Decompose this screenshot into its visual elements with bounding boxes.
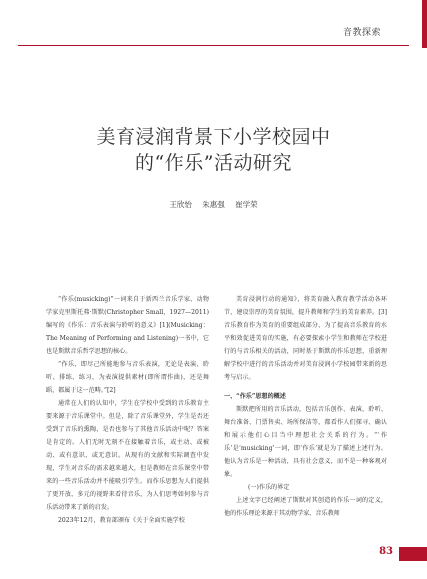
paragraph: “作乐，即尽己所能地参与音乐表演，无论是表演、聆听、排练、练习，为表演提供素材(即所谓作曲)，还是舞蹈，都属于这一范畴。”[2] bbox=[46, 361, 209, 394]
paragraph: 2023年12月，教育部颁布《关于全面实施学校 bbox=[58, 517, 185, 524]
section-heading: 一、“作乐”思想的概述 bbox=[224, 393, 286, 400]
subsection-heading: (一)作乐的界定 bbox=[248, 484, 290, 491]
header-accent-tab bbox=[422, 0, 427, 48]
section-label: 音教探索 bbox=[342, 28, 381, 38]
paragraph: “作乐(musicking)”一词来自于新西兰音乐学家、动物学家克里斯托弗·斯默(Christopher Small，1927—2011)编写的《作乐：音乐表演与聆听的意义》[1](Musicking：The Meaning of Performing and Listening)一书中，它也是斯默音乐哲学思想的核心。 bbox=[46, 296, 209, 355]
left-column bbox=[46, 293, 209, 527]
paragraph: 通常在人们的认知中，学生在学校中受到的音乐教育主要来源于音乐课堂中。但是，除了音乐课堂外，学生是否还受到了音乐的熏陶，是否也参与了其他音乐活动中呢？答案是肯定的。人们无时无刻不在接触着音乐，或主动、或被动、或有意识、或无意识。从现有的文献和实际调查中发现，学生对音乐的需求越来越大，但是教师在音乐课堂中带来的一些音乐活动并不能吸引学生。而作乐思想为人们提供了更开放、多元的视野来看待音乐，为人们思考如何参与音乐活动带来了新的启发。 bbox=[46, 400, 209, 511]
article-title-line-1: 美育浸润背景下小学校园中 bbox=[96, 126, 331, 148]
paragraph: 上述文字已经阐述了斯默对其创造的作乐一词的定义，他的作乐理论来源于其动物学家、音乐教师 bbox=[224, 497, 387, 517]
paragraph: 斯默把所用的音乐活动，包括音乐创作、表演、聆听、舞台准备、门票售卖、场所保洁等，都看作人们探寻、确认和展示他们心目当中理想社会关系的行为。“‘作乐’是‘musicking’一词，即‘作乐’就是为了描述上述行为。他认为音乐是一种活动，具有社会意义，而不是一种客观对象。 bbox=[224, 406, 387, 478]
right-column bbox=[224, 293, 387, 520]
page-header bbox=[0, 0, 427, 46]
article-title-line-2: 的“作乐”活动研究 bbox=[135, 152, 292, 174]
page-number: 83 bbox=[379, 546, 393, 557]
page-number-accent-bar bbox=[399, 547, 427, 561]
header-rule bbox=[18, 45, 409, 46]
paragraph: 美育浸润行动的通知》，将美育融入教育教学活动各环节，建设崇厚的美育氛围，提升教师和学生的美育素养。[3]音乐教育作为美育的重要组成部分，为了提高音乐教育的水平和效促进美育的实施，有必要探索小学生和教师在学校进行的与音乐相关的活动，同时基于斯默的作乐思想，重新理解学校中进行的音乐活动并对美育浸润小学校园带来新的思考与启示。 bbox=[224, 296, 387, 381]
article-authors: 王欣怡 朱惠强 崔学荣 bbox=[169, 200, 258, 209]
